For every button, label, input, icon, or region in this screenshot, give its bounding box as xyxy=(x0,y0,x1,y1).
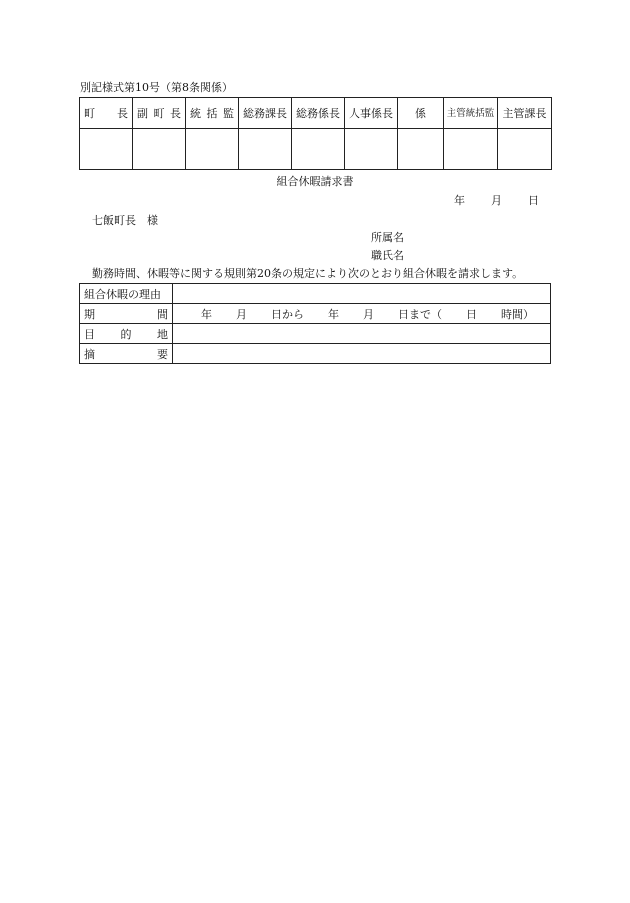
stamp-cell-general-affairs-director[interactable] xyxy=(239,129,292,170)
period-field[interactable]: 年 月 日から 年 月 日まで（ 日 時間） xyxy=(173,304,551,324)
reason-field[interactable] xyxy=(173,284,551,304)
stamp-cell-competent-supervisor[interactable] xyxy=(444,129,498,170)
addressee: 七飯町長 様 xyxy=(92,214,158,227)
stamp-cell-competent-director[interactable] xyxy=(498,129,552,170)
approval-stamp-table xyxy=(79,97,552,170)
header-mayor: 町 長 xyxy=(80,98,133,129)
header-general-supervisor: 統 括 監 xyxy=(186,98,239,129)
request-statement: 勤務時間、休暇等に関する規則第20条の規定により次のとおり組合休暇を請求します。 xyxy=(92,267,524,280)
header-staff: 係 xyxy=(398,98,444,129)
stamp-cell-staff[interactable] xyxy=(398,129,444,170)
name-label: 職氏名 xyxy=(371,249,404,262)
summary-field[interactable] xyxy=(173,344,551,364)
table-row xyxy=(80,324,551,344)
form-number-label: 別記様式第10号（第8条関係） xyxy=(80,81,233,94)
document-title: 組合休暇請求書 xyxy=(276,175,354,188)
header-general-affairs-director: 総務課長 xyxy=(239,98,292,129)
request-detail-table xyxy=(79,283,551,364)
request-date xyxy=(454,192,539,208)
date-day: 日 xyxy=(528,194,539,207)
label-period: 期 間 xyxy=(80,304,173,324)
stamp-cell-mayor[interactable] xyxy=(80,129,133,170)
header-competent-director: 主管課長 xyxy=(498,98,552,129)
table-row xyxy=(80,284,551,304)
label-summary: 摘 要 xyxy=(80,344,173,364)
stamp-cell-general-supervisor[interactable] xyxy=(186,129,239,170)
header-deputy-mayor: 副 町 長 xyxy=(133,98,186,129)
department-label: 所属名 xyxy=(371,231,404,244)
date-year: 年 xyxy=(454,194,465,207)
table-row xyxy=(80,344,551,364)
date-month: 月 xyxy=(491,194,502,207)
header-competent-supervisor: 主管統括監 xyxy=(444,98,498,129)
stamp-cell-deputy-mayor[interactable] xyxy=(133,129,186,170)
label-reason: 組合休暇の理由 xyxy=(80,284,173,304)
table-row xyxy=(80,304,551,324)
header-general-affairs-chief: 総務係長 xyxy=(292,98,345,129)
stamp-cell-personnel-chief[interactable] xyxy=(345,129,398,170)
stamp-cell-general-affairs-chief[interactable] xyxy=(292,129,345,170)
destination-field[interactable] xyxy=(173,324,551,344)
header-personnel-chief: 人事係長 xyxy=(345,98,398,129)
label-destination: 目 的 地 xyxy=(80,324,173,344)
